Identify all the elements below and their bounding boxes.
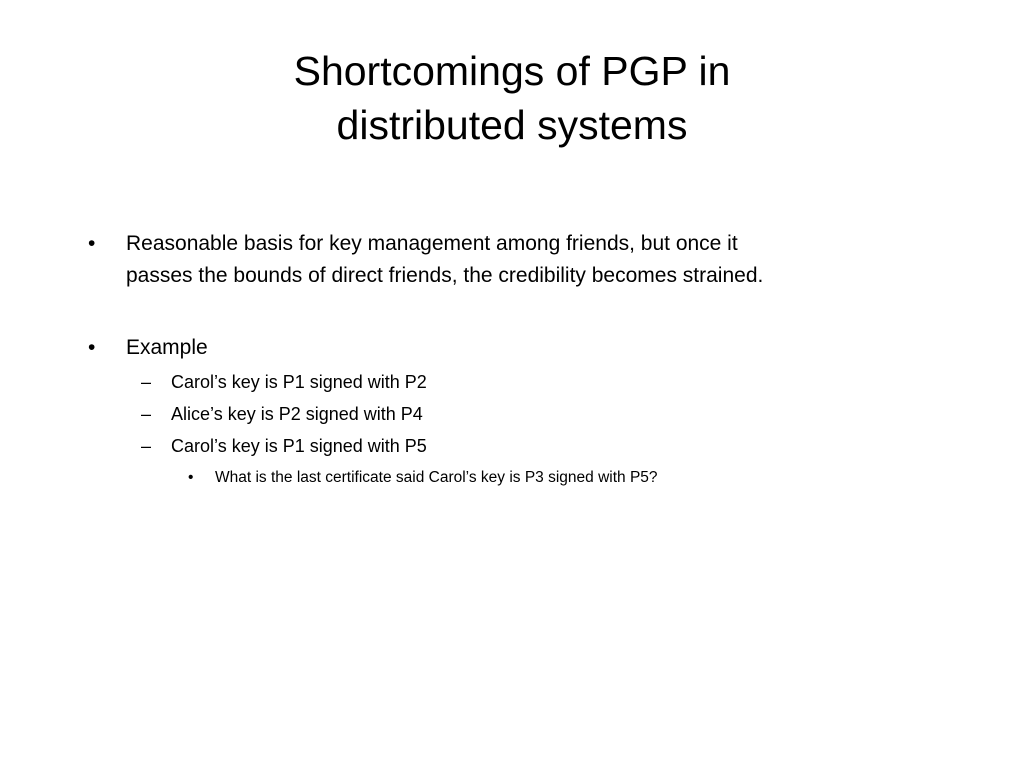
sub-sub-item-text: What is the last certificate said Carol’s key is P3 signed with P5? [215,469,658,486]
slide-title-line-2: distributed systems [336,102,688,148]
dash-marker: – [141,372,152,392]
bullet-marker: • [88,336,96,359]
dash-marker: – [141,404,152,424]
bullet-item-example [88,332,946,364]
sub-item-1 [141,370,931,394]
sub-item-2 [141,402,931,426]
sub-sub-item-1 [188,468,975,488]
bullet-marker: • [88,232,96,255]
bullet-text-line-2: passes the bounds of direct friends, the credibility becomes strained. [126,264,764,287]
slide-title [0,44,1024,152]
sub-item-text: Alice’s key is P2 signed with P4 [171,404,423,424]
bullet-text-line-1: Reasonable basis for key management among friends, but once it [126,232,738,255]
slide-title-line-1: Shortcomings of PGP in [293,48,731,94]
sub-item-3 [141,434,931,458]
sub-item-text: Carol’s key is P1 signed with P5 [171,436,427,456]
bullet-text: Example [126,336,208,359]
sub-item-text: Carol’s key is P1 signed with P2 [171,372,427,392]
dash-marker: – [141,436,152,456]
bullet-marker: • [188,469,194,486]
bullet-item-key-management [88,228,946,292]
